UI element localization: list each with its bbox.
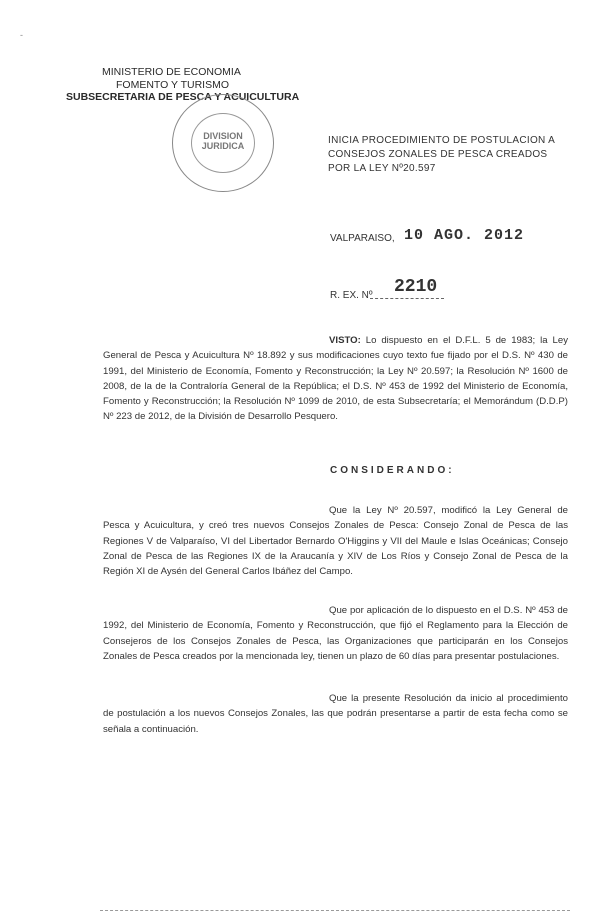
footer-rule [100, 910, 570, 911]
ministry-subtitle: FOMENTO Y TURISMO [116, 78, 229, 91]
division-juridica-stamp [172, 94, 274, 192]
stamp-text [173, 131, 273, 151]
place-label: VALPARAISO, [330, 233, 395, 244]
considerando-paragraph-2: Que por aplicación de lo dispuesto en el D.S. Nº 453 de 1992, del Ministerio de Economía, Fomento y Reconstrucción, que fijó el Reglamento para la Elección de Consejeros de los Consejos Zonales de Pesca, las Organizaciones que participarán en los Consejos Zonales de Pesca creados por la mencionada ley, tienen un plazo de 60 días para presentar postulaciones. [103, 605, 568, 662]
document-title: INICIA PROCEDIMIENTO DE POSTULACION A CONSEJOS ZONALES DE PESCA CREADOS POR LA LEY Nº20.597 [328, 135, 555, 174]
corner-mark: - [20, 30, 23, 40]
considerando-paragraph-3: Que la presente Resolución da inicio al procedimiento de postulación a los nuevos Consejos Zonales, las que podrán presentarse a partir de esta fecha como se señala a continuación. [103, 693, 568, 735]
visto-paragraph [103, 333, 568, 425]
stamp-line-2: JURIDICA [201, 141, 245, 151]
resolution-label: R. EX. Nº [330, 290, 373, 301]
letterhead [66, 66, 299, 104]
stamp-line-1: DIVISION [203, 131, 243, 141]
document-date: 10 AGO. 2012 [404, 227, 525, 244]
resolution-number: 2210 [394, 277, 438, 297]
subsecretaria-name: SUBSECRETARIA DE PESCA Y ACUICULTURA [66, 91, 300, 103]
considerando-heading: CONSIDERANDO: [330, 465, 455, 476]
resolution-number-line [370, 298, 444, 299]
visto-lead: VISTO: [329, 335, 361, 346]
considerando-paragraph-1: Que la Ley Nº 20.597, modificó la Ley General de Pesca y Acuicultura, y creó tres nuevos Consejos Zonales de Pesca: Consejo Zonal de Pesca de las Regiones V de Valparaíso, VI del Libertador Bernardo O'Higgins y VII del Maule e Islas Oceánicas; Consejo Zonal de Pesca de las Regiones IX de la Araucanía y XIV de Los Ríos y Consejo Zonal de Pesca de la Región XI de Aysén del General Carlos Ibáñez del Campo. [103, 505, 568, 578]
ministry-name: MINISTERIO DE ECONOMIA [102, 66, 241, 78]
visto-text: Lo dispuesto en el D.F.L. 5 de 1983; la Ley General de Pesca y Acuicultura Nº 18.892 y sus modificaciones cuyo texto fue fijado por el D.S. Nº 430 de 1991, del Ministerio de Economía, Fomento y Reconstrucción; la Ley Nº 20.597; la Resolución Nº 1600 de 2008, de la de la Contraloría General de la República; el D.S. Nº 453 de 1992 del Ministerio de Economía, Fomento y Reconstrucción; la Resolución Nº 1099 de 2010, de esta Subsecretaría; el Memorándum (D.D.P) Nº 223 de 2012, de la División de Desarrollo Pesquero. [103, 335, 568, 423]
